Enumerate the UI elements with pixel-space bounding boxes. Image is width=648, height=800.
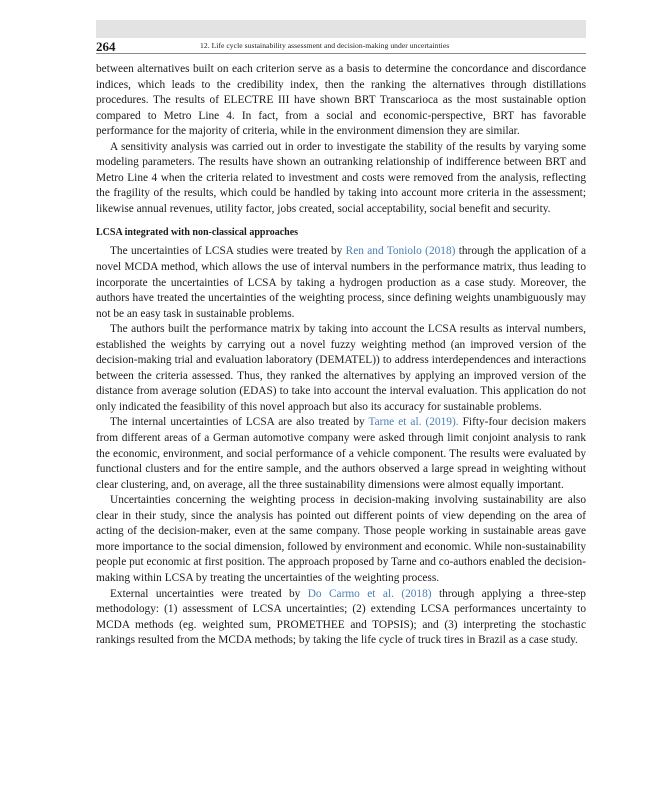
running-head: 12. Life cycle sustainability assessment and decision-making under uncertainties <box>200 41 450 50</box>
paragraph-7 <box>96 587 586 649</box>
paragraph-2: A sensitivity analysis was carried out in order to investigate the stability of the results by varying some modeling parameters. The results have shown an outranking relationship of indifference between BRT and Metro Line 4 when the criteria related to investment and costs were removed from the analysis, reflecting the fragility of the results, which could be handled by taking into account more criteria in the assessment; likewise annual revenues, utility factor, jobs created, social acceptability, social benefit and security. <box>96 140 586 215</box>
paragraph-5-text-a: The internal uncertainties of LCSA are also treated by <box>110 416 369 429</box>
header-rule <box>96 53 586 54</box>
header-bar <box>96 20 586 38</box>
paragraph-1: between alternatives built on each criterion serve as a basis to determine the concordance and discordance indices, which leads to the credibility index, then the ranking the alternatives through distillations procedures. The results of ELECTRE III have shown BRT Transcarioca as the most sustainable option compared to Metro Line 4. In fact, from a social and economic-perspective, BRT has favorable performance for the majority of criteria, while in the environment dimension they are similar. <box>96 63 586 138</box>
paragraph-4: The authors built the performance matrix by taking into account the LCSA results as interval numbers, established the weights by carrying out a novel fuzzy weighting method (an improved version of the decision-making trial and evaluation laboratory (DEMATEL)) to address interdependences and interactions between the criteria assessed. Thus, they ranked the alternatives by applying an improved version of the distance from average solution (EDAS) to take into account the interval evaluation. This application do not only indicated the feasibility of this novel approach but also its accuracy for sustainable problems. <box>96 323 586 413</box>
page-number: 264 <box>96 39 116 54</box>
article-body <box>96 62 586 649</box>
paragraph-7-text-a: External uncertainties were treated by <box>110 587 308 600</box>
paragraph-3-text-b: through the application of a novel MCDA method, which allows the use of interval numbers in the performance matrix, thus leading to incorporate the uncertainties of LCSA by taking a hydrogen production as a case study. Moreover, the authors have treated the uncertainties of the weighting process, since defining weights unambiguously may not be an easy task in sustainable problems. <box>96 245 586 320</box>
citation-tarne[interactable]: Tarne et al. (2019). <box>368 416 459 429</box>
paragraph-7-text-b: through applying a three-step methodology: (1) assessment of LCSA uncertainties; (2) extending LCSA performances uncertainty to MCDA methods (eg. weighted sum, PROMETHEE and TOPSIS); and (3) interpreting the stochastic rankings resulted from the MCDA methods; by taking the life cycle of truck tires in Brazil as a case study. <box>96 587 586 647</box>
citation-ren-toniolo[interactable]: Ren and Toniolo (2018) <box>345 245 456 258</box>
paragraph-6: Uncertainties concerning the weighting process in decision-making involving sustainability are also clear in their study, since the analysis has pointed out different points of view depending on the area of acting of the decision-maker, even at the same company. Those people working in sustainable areas gave more importance to the social dimension, followed by environment and economic. While non-sustainability people put economic at first position. The approach proposed by Tarne and co-authors enabled the decision-making within LCSA by treating the uncertainties of the weighting process. <box>96 494 586 584</box>
paragraph-5-text-b: Fifty-four decision makers from different areas of a German automotive company were asked through limit conjoint analysis to rank the economic, environment, and social performance of a vehicle component. The results were evaluated by functional clusters and for the entire sample, and the authors observed a large spread in weighting without clear clustering, and, on average, all the three sustainability dimensions were almost equally important. <box>96 416 586 491</box>
citation-do-carmo[interactable]: Do Carmo et al. (2018) <box>307 587 432 600</box>
paragraph-5 <box>96 415 586 493</box>
paragraph-3-text-a: The uncertainties of LCSA studies were treated by <box>110 245 346 258</box>
paragraph-3 <box>96 244 586 322</box>
section-title: LCSA integrated with non-classical approaches <box>96 227 299 239</box>
